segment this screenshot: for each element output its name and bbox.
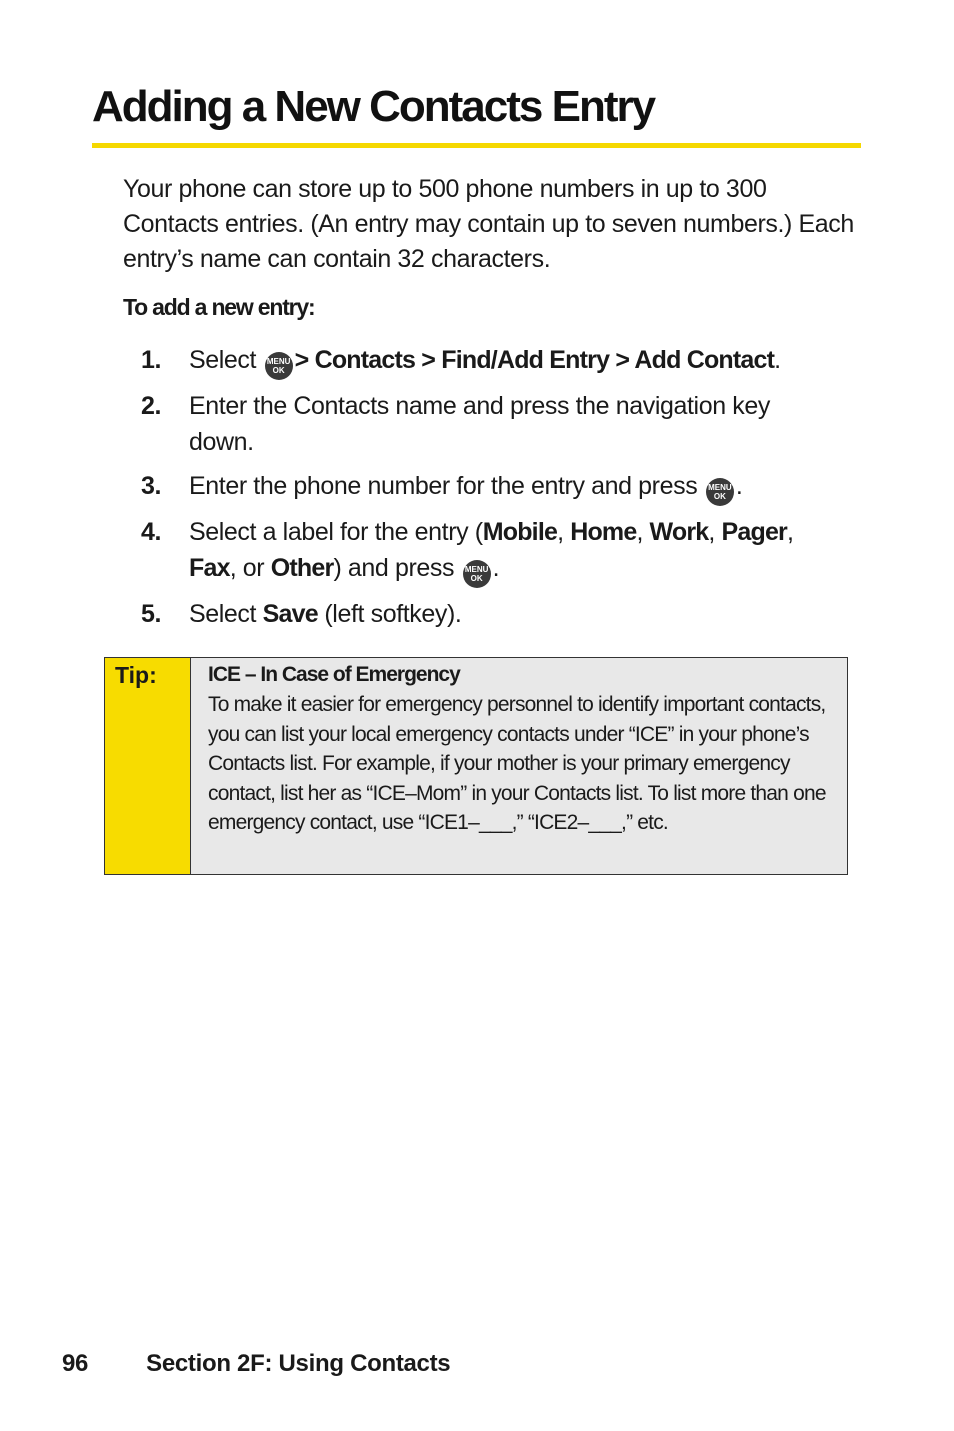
page-title: Adding a New Contacts Entry: [92, 82, 655, 131]
tip-box: [104, 657, 848, 875]
tip-heading: ICE – In Case of Emergency: [208, 663, 460, 686]
tip-text: To make it easier for emergency personnel to identify important contacts, you can list your local emergency contacts under “ICE” in your phone’s Contacts list. For example, if your mother is your primary emergency contact, list her as “ICE–Mom” in your Contacts list. To list more than one emergency contact, use “ICE1–___,” “ICE2–___,” etc.: [208, 693, 826, 835]
step-2: [141, 388, 841, 460]
menu-path: > Contacts > Find/Add Entry > Add Contact: [294, 346, 775, 374]
step-number: 4.: [141, 518, 162, 546]
label-option-work: Work: [649, 518, 709, 546]
menu-ok-key-icon: MENU OK: [706, 478, 734, 506]
step-punctuation: .: [492, 554, 500, 582]
step-number: 3.: [141, 472, 162, 500]
step-text: ) and press: [333, 554, 455, 582]
tip-label-cell: [105, 658, 191, 874]
label-option-other: Other: [270, 554, 334, 582]
step-punctuation: .: [774, 346, 781, 374]
procedure-heading: To add a new entry:: [123, 294, 315, 320]
step-text: Enter the phone number for the entry and press: [189, 472, 698, 500]
tip-label: Tip:: [115, 662, 157, 688]
label-option-mobile: Mobile: [482, 518, 558, 546]
step-list: [141, 342, 841, 640]
tip-body: [208, 660, 828, 838]
step-text: (left softkey).: [324, 600, 462, 628]
page-number: 96: [62, 1350, 89, 1377]
page-footer: [62, 1350, 450, 1378]
step-text: Select: [189, 346, 257, 374]
step-3: [141, 468, 841, 506]
label-option-home: Home: [570, 518, 637, 546]
label-option-fax: Fax: [189, 554, 230, 582]
step-5: [141, 596, 841, 632]
step-text: Enter the Contacts name and press the navigation key down.: [189, 392, 770, 456]
menu-ok-key-icon: MENU OK: [463, 560, 491, 588]
intro-paragraph: Your phone can store up to 500 phone numbers in up to 300 Contacts entries. (An entry may contain up to seven numbers.) Each entry’s name can contain 32 characters.: [123, 175, 854, 273]
save-softkey-label: Save: [262, 600, 318, 628]
step-number: 2.: [141, 392, 162, 420]
step-text: Select: [189, 600, 257, 628]
step-punctuation: .: [735, 472, 743, 500]
step-4: 4. Select a label for the entry (Mobile, Home, Work, Pager, Fax, or Other) and press MENU OK .: [141, 514, 841, 588]
step-number: 5.: [141, 600, 162, 628]
label-option-pager: Pager: [721, 518, 787, 546]
step-text: Select a label for the entry (: [189, 518, 483, 546]
title-underline: [92, 143, 861, 148]
section-title: Section 2F: Using Contacts: [146, 1350, 451, 1377]
step-number: 1.: [141, 346, 162, 374]
step-1: [141, 342, 841, 380]
menu-ok-key-icon: MENU OK: [265, 352, 293, 380]
